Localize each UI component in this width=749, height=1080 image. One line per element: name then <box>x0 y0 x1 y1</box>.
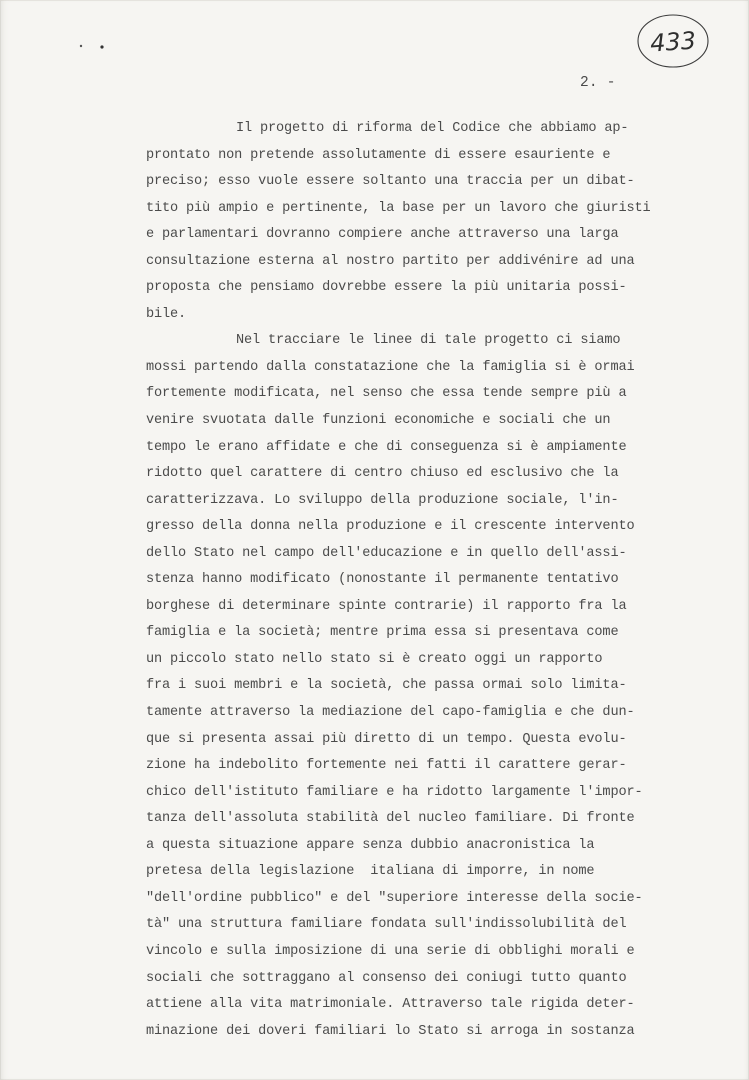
text-line: zione ha indebolito fortemente nei fatti il carattere gerar- <box>146 758 627 774</box>
text-line: gresso della donna nella produzione e il crescente intervento <box>146 519 635 535</box>
text-line: borghese di determinare spinte contrarie) il rapporto fra la <box>146 598 627 614</box>
text-line: e parlamentari dovranno compiere anche attraverso una larga <box>146 227 619 243</box>
scan-specks <box>78 40 118 52</box>
body-text <box>146 116 706 1045</box>
text-line: un piccolo stato nello stato si è creato oggi un rapporto <box>146 651 603 667</box>
text-line: ridotto quel carattere di centro chiuso ed esclusivo che la <box>146 466 619 482</box>
text-line: tamente attraverso la mediazione del capo-famiglia e che dun- <box>146 705 635 721</box>
text-line: fortemente modificata, nel senso che essa tende sempre più a <box>146 386 627 402</box>
text-line: bile. <box>146 306 187 322</box>
text-line: tempo le erano affidate e che di conseguenza si è ampiamente <box>146 439 627 455</box>
text-line: minazione dei doveri familiari lo Stato si arroga in sostanza <box>146 1023 635 1039</box>
text-line: Il progetto di riforma del Codice che abbiamo ap- <box>236 121 629 136</box>
text-line: caratterizzava. Lo sviluppo della produzione sociale, l'in- <box>146 492 619 508</box>
stamp-number-text: 433 <box>649 26 697 58</box>
archive-stamp-number <box>631 11 711 71</box>
text-line: dello Stato nel campo dell'educazione e in quello dell'assi- <box>146 545 627 561</box>
text-line: proposta che pensiamo dovrebbe essere la più unitaria possi- <box>146 280 627 296</box>
text-line: tito più ampio e pertinente, la base per un lavoro che giuristi <box>146 200 651 216</box>
text-line: "dell'ordine pubblico" e del "superiore interesse della socie- <box>146 890 643 906</box>
text-line: que si presenta assai più diretto di un tempo. Questa evolu- <box>146 731 627 747</box>
page-number: 2. - <box>580 75 616 91</box>
text-line: chico dell'istituto familiare e ha ridotto largamente l'impor- <box>146 784 643 800</box>
text-line: a questa situazione appare senza dubbio anacronistica la <box>146 837 595 853</box>
text-line: attiene alla vita matrimoniale. Attraverso tale rigida deter- <box>146 997 635 1013</box>
text-line: prontato non pretende assolutamente di essere esauriente e <box>146 147 611 163</box>
text-line: pretesa della legislazione italiana di imporre, in nome <box>146 864 595 880</box>
text-line: tanza dell'assoluta stabilità del nucleo familiare. Di fronte <box>146 811 635 827</box>
text-line: sociali che sottraggano al consenso dei coniugi tutto quanto <box>146 970 627 986</box>
text-line: consultazione esterna al nostro partito per addivénire ad una <box>146 253 635 269</box>
text-line: Nel tracciare le linee di tale progetto ci siamo <box>236 333 621 349</box>
text-line: venire svuotata dalle funzioni economiche e sociali che un <box>146 413 611 429</box>
text-line: fra i suoi membri e la società, che passa ormai solo limita- <box>146 678 627 694</box>
text-line: tà" una struttura familiare fondata sull'indissolubilità del <box>146 917 627 933</box>
text-line: stenza hanno modificato (nonostante il permanente tentativo <box>146 572 619 588</box>
text-line: vincolo e sulla imposizione di una serie di obblighi morali e <box>146 943 635 959</box>
text-line: mossi partendo dalla constatazione che la famiglia si è ormai <box>146 359 635 375</box>
text-line: preciso; esso vuole essere soltanto una traccia per un dibat- <box>146 174 635 190</box>
text-line: famiglia e la società; mentre prima essa si presentava come <box>146 625 619 641</box>
